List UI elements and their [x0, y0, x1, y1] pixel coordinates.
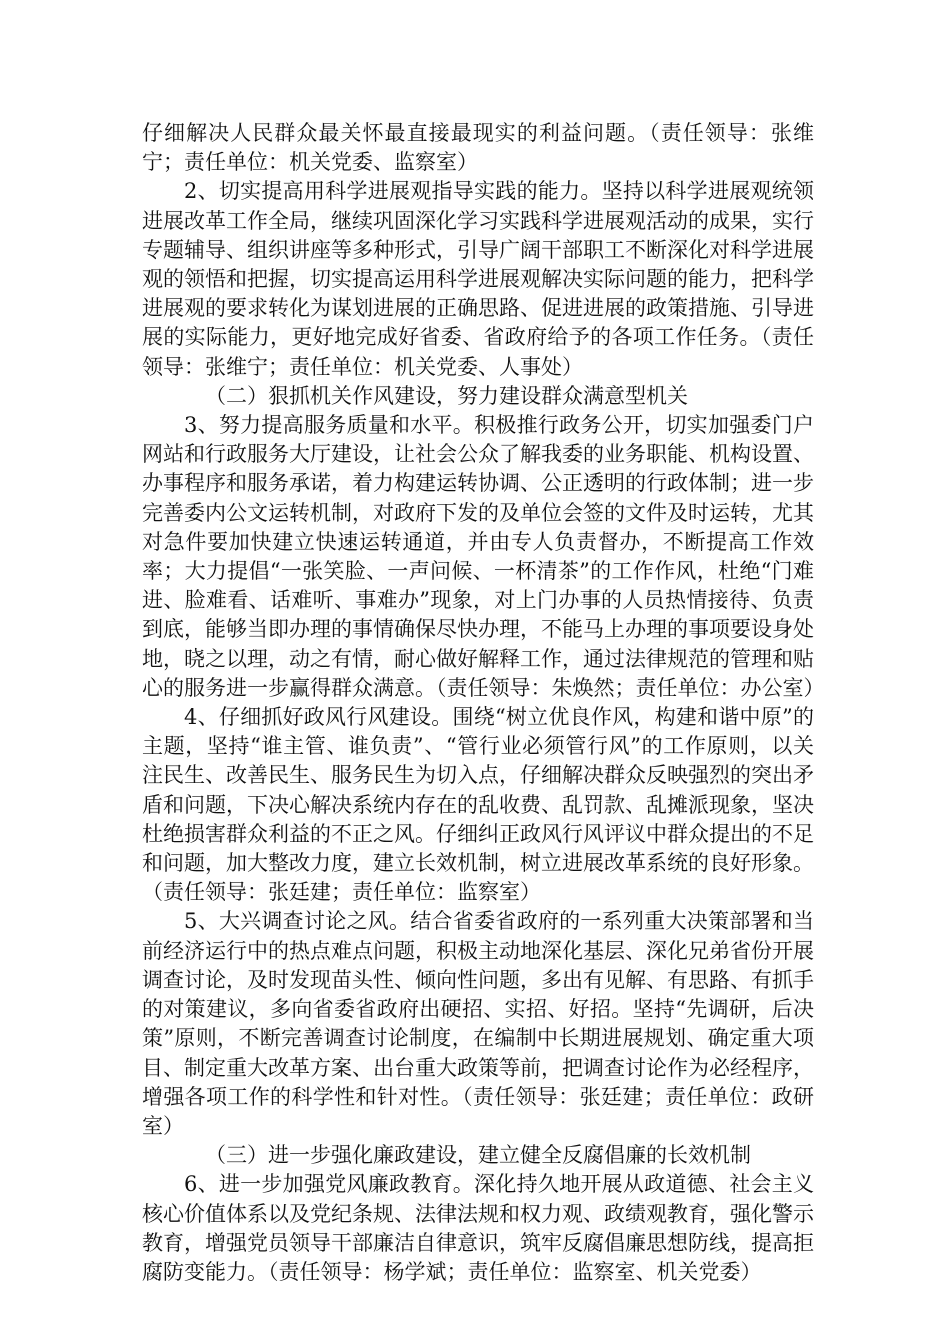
section-heading-3: （三）进一步强化廉政建设，建立健全反腐倡廉的长效机制 [205, 1143, 751, 1168]
document-body [142, 119, 825, 1287]
paragraph-item-3: 3、努力提高服务质量和水平。积极推行政务公开，切实加强委门户网站和行政服务大厅建设，让社会公众了解我委的业务职能、机构设置、办事程序和服务承诺，着力构建运转协调、公正透明的行政体制；进一步完善委内公文运转机制，对政府下发的及单位会签的文件及时运转，尤其对急件要加快建立快速运转通道，并由专人负责督办，不断提高工作效率；大力提倡“一张笑脸、一声问候、一杯清茶”的工作作风，杜绝“门难进、脸难看、话难听、事难办”现象，对上门办事的人员热情接待、负责到底，能够当即办理的事情确保尽快办理，不能马上办理的事项要设身处地，晓之以理，动之有情，耐心做好解释工作，通过法律规范的管理和贴心的服务进一步赢得群众满意。（责任领导：朱焕然；责任单位：办公室） [142, 413, 825, 700]
paragraph-item-6: 6、进一步加强党风廉政教育。深化持久地开展从政道德、社会主义核心价值体系以及党纪条规、法律法规和权力观、政绩观教育，强化警示教育，增强党员领导干部廉洁自律意识，筑牢反腐倡廉思想防线，提高拒腐防变能力。（责任领导：杨学斌；责任单位：监察室、机关党委） [142, 1172, 814, 1284]
paragraph-item-5: 5、大兴调查讨论之风。结合省委省政府的一系列重大决策部署和当前经济运行中的热点难点问题，积极主动地深化基层、深化兄弟省份开展调查讨论，及时发现苗头性、倾向性问题，多出有见解、有思路、有抓手的对策建议，多向省委省政府出硬招、实招、好招。坚持“先调研，后决策”原则，不断完善调查讨论制度，在编制中长期进展规划、确定重大项目、制定重大改革方案、出台重大政策等前，把调查讨论作为必经程序，增强各项工作的科学性和针对性。（责任领导：张廷建；责任单位：政研室） [142, 909, 814, 1138]
section-heading-2: （二）狠抓机关作风建设，努力建设群众满意型机关 [205, 383, 688, 408]
paragraph-continuation: 仔细解决人民群众最关怀最直接最现实的利益问题。（责任领导：张维宁；责任单位：机关党委、监察室） [142, 121, 814, 175]
paragraph-item-2: 2、切实提高用科学进展观指导实践的能力。坚持以科学进展观统领进展改革工作全局，继续巩固深化学习实践科学进展观活动的成果，实行专题辅导、组织讲座等多种形式，引导广阔干部职工不断深化对科学进展观的领悟和把握，切实提高运用科学进展观解决实际问题的能力，把科学进展观的要求转化为谋划进展的正确思路、促进进展的政策措施、引导进展的实际能力，更好地完成好省委、省政府给予的各项工作任务。（责任领导：张维宁；责任单位：机关党委、人事处） [142, 179, 814, 379]
paragraph-item-4: 4、仔细抓好政风行风建设。围绕“树立优良作风，构建和谐中原”的主题，坚持“谁主管、谁负责”、“管行业必须管行风”的工作原则，以关注民生、改善民生、服务民生为切入点，仔细解决群众反映强烈的突出矛盾和问题，下决心解决系统内存在的乱收费、乱罚款、乱摊派现象，坚决杜绝损害群众利益的不正之风。仔细纠正政风行风评议中群众提出的不足和问题，加大整改力度，建立长效机制，树立进展改革系统的良好形象。（责任领导：张廷建；责任单位：监察室） [142, 705, 814, 905]
